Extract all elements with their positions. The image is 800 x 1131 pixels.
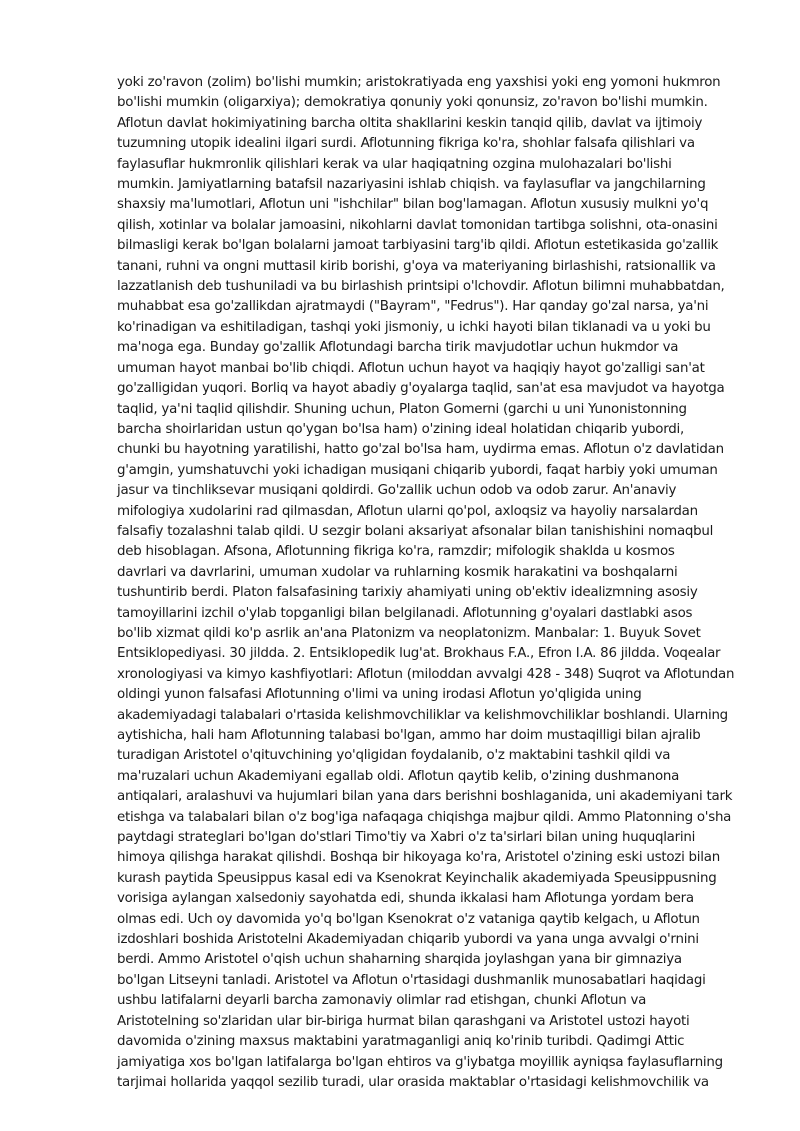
text-line: oldingi yunon falsafasi Aflotunning o'limi va uning irodasi Aflotun yo'qligida uning — [117, 687, 642, 703]
text-line: mifologiya xudolarini rad qilmasdan, Aflotun ularni qo'pol, axloqsiz va hayoliy narsalardan — [117, 503, 698, 519]
text-line: vorisiga aylangan xalsedoniy sayohatda edi, shunda ikkalasi ham Aflotunga yordam bera — [117, 891, 694, 907]
text-line: tanani, ruhni va ongni muttasil kirib borishi, g'oya va materiyaning birlashishi, ratsionallik va — [117, 258, 716, 274]
text-line: tarjimai hollarida yaqqol sezilib turadi, ular orasida maktablar o'rtasidagi kelishmovchilik va — [117, 1074, 709, 1090]
text-line: g'amgin, yumshatuvchi yoki ichadigan musiqani chiqarib yubordi, faqat harbiy yoki umuman — [117, 462, 718, 478]
text-line: akademiyadagi talabalari o'rtasida kelishmovchiliklar va kelishmovchiliklar boshlandi. Ularning — [117, 707, 728, 723]
text-line: umuman hayot manbai bo'lib chiqdi. Aflotun uchun hayot va haqiqiy hayot go'zalligi san'at — [117, 360, 705, 376]
text-line: bilmasligi kerak bo'lgan bolalarni jamoat tarbiyasini targ'ib qildi. Aflotun estetikasida go'zallik — [117, 238, 719, 254]
text-line: Aristotelning so'zlaridan ular bir-biriga hurmat bilan qarashgani va Aristotel ustozi hayoti — [117, 1013, 690, 1029]
text-line: bo'lgan Litseyni tanladi. Aristotel va Aflotun o'rtasidagi dushmanlik munosabatlari haqidagi — [117, 972, 706, 988]
text-line: chunki bu hayotning yaratilishi, hatto go'zal bo'lsa ham, uydirma emas. Aflotun o'z davlatidan — [117, 442, 724, 458]
text-line: go'zalligidan yuqori. Borliq va hayot abadiy g'oyalarga taqlid, san'at esa mavjudot va hayotga — [117, 381, 725, 397]
text-line: bo'lishi mumkin (oligarxiya); demokratiya qonuniy yoki qonunsiz, zo'ravon bo'lishi mumkin. — [117, 95, 708, 111]
text-line: izdoshlari boshida Aristotelni Akademiyadan chiqarib yubordi va yana unga avvalgi o'rnini — [117, 932, 699, 948]
text-line: jasur va tinchliksevar musiqani qoldirdi. Go'zallik uchun odob va odob zarur. An'anaviy — [117, 483, 677, 499]
text-line: bo'lib xizmat qildi ko'p asrlik an'ana Platonizm va neoplatonizm. Manbalar: 1. Buyuk Sovet — [117, 625, 701, 641]
text-line: deb hisoblagan. Afsona, Aflotunning fikriga ko'ra, ramzdir; mifologik shaklda u kosmos — [117, 544, 675, 560]
text-line: qilish, xotinlar va bolalar jamoasini, nikohlarni davlat tomonidan tartibga solishni, ota-onasini — [117, 217, 718, 233]
text-line: jamiyatiga xos bo'lgan latifalarga bo'lgan ehtiros va g'iybatga moyillik ayniqsa faylasuflarning — [117, 1054, 723, 1070]
text-line: taqlid, ya'ni taqlid qilishdir. Shuning uchun, Platon Gomerni (garchi u uni Yunonistonning — [117, 401, 687, 417]
text-line: ma'noga ega. Bunday go'zallik Aflotundagi barcha tirik mavjudotlar uchun hukmdor va — [117, 340, 679, 356]
text-line: shaxsiy ma'lumotlari, Aflotun uni "ishchilar" bilan bog'lamagan. Aflotun xususiy mulkni yo'q — [117, 197, 709, 213]
text-line: tuzumning utopik idealini ilgari surdi. Aflotunning fikriga ko'ra, shohlar falsafa qilishlari va — [117, 136, 695, 152]
text-line: xronologiyasi va kimyo kashfiyotlari: Aflotun (miloddan avvalgi 428 - 348) Suqrot va Aflotundan — [117, 666, 735, 682]
text-line: yoki zo'ravon (zolim) bo'lishi mumkin; aristokratiyada eng yaxshisi yoki eng yomoni hukmron — [117, 75, 721, 90]
text-line: ma'ruzalari uchun Akademiyani egallab oldi. Aflotun qaytib kelib, o'zining dushmanona — [117, 768, 680, 784]
text-line: tamoyillarini izchil o'ylab topganligi bilan belgilanadi. Aflotunning g'oyalari dastlabki asos — [117, 605, 693, 621]
body-text — [117, 73, 737, 1093]
text-line: Aflotun davlat hokimiyatining barcha oltita shakllarini keskin tanqid qilib, davlat va ijtimoiy — [117, 115, 703, 131]
text-line: barcha shoirlaridan ustun qo'ygan bo'lsa ham) o'zining ideal holatidan chiqarib yubordi, — [117, 421, 684, 437]
text-line: himoya qilishga harakat qilishdi. Boshqa bir hikoyaga ko'ra, Aristotel o'zining eski ustozi bilan — [117, 850, 720, 866]
text-line: lazzatlanish deb tushuniladi va bu birlashish printsipi o'lchovdir. Aflotun bilimni muhabbatdan, — [117, 279, 725, 295]
text-line: mumkin. Jamiyatlarning batafsil nazariyasini ishlab chiqish. va faylasuflar va jangchilarning — [117, 177, 706, 193]
text-line: turadigan Aristotel o'qituvchining yo'qligidan foydalanib, o'z maktabini tashkil qildi va — [117, 748, 671, 764]
text-line: tushuntirib berdi. Platon falsafasining tarixiy ahamiyati uning ob'ektiv idealizmning asosiy — [117, 585, 698, 601]
text-line: Entsiklopediyasi. 30 jildda. 2. Entsiklopedik lug'at. Brokhaus F.A., Efron I.A. 86 jildda. Voqealar — [117, 646, 721, 662]
text-line: faylasuflar hukmronlik qilishlari kerak va ular haqiqatning ozgina mulohazalari bo'lishi — [117, 156, 672, 172]
text-line: davomida o'zining maxsus maktabini yaratmaganligi aniq ko'rinib turibdi. Qadimgi Attic — [117, 1034, 685, 1050]
text-line: paytdagi strateglari bo'lgan do'stlari Timo'tiy va Xabri o'z ta'sirlari bilan uning huquqlarini — [117, 830, 696, 846]
text-line: davrlari va davrlarini, umuman xudolar va ruhlarning kosmik harakatini va boshqalarni — [117, 564, 678, 580]
text-line: kurash paytida Speusippus kasal edi va Ksenokrat Keyinchalik akademiyada Speusippusning — [117, 870, 717, 886]
text-line: etishga va talabalari bilan o'z bog'iga nafaqaga chiqishga majbur qildi. Ammo Platonning o'sha — [117, 809, 732, 825]
text-line: ushbu latifalarni deyarli barcha zamonaviy olimlar rad etishgan, chunki Aflotun va — [117, 993, 647, 1009]
text-line: ko'rinadigan va eshitiladigan, tashqi yoki jismoniy, u ichki hayoti bilan tiklanadi va u yoki bu — [117, 319, 711, 335]
text-line: aytishicha, hali ham Aflotunning talabasi bo'lgan, ammo har doim mustaqilligi bilan ajralib — [117, 728, 701, 743]
text-line: antiqalari, aralashuvi va hujumlari bilan yana dars berishni boshlaganida, uni akademiyani tark — [117, 789, 733, 805]
text-line: olmas edi. Uch oy davomida yo'q bo'lgan Ksenokrat o'z vataniga qaytib kelgach, u Aflotun — [117, 911, 700, 927]
text-line: falsafiy tozalashni talab qildi. U sezgir bolani aksariyat afsonalar bilan tanishishini nomaqbul — [117, 523, 714, 539]
text-line: berdi. Ammo Aristotel o'qish uchun shaharning sharqida joylashgan yana bir gimnaziya — [117, 952, 682, 968]
text-line: muhabbat esa go'zallikdan ajratmaydi ("Bayram", "Fedrus"). Har qanday go'zal narsa, ya'ni — [117, 299, 709, 315]
